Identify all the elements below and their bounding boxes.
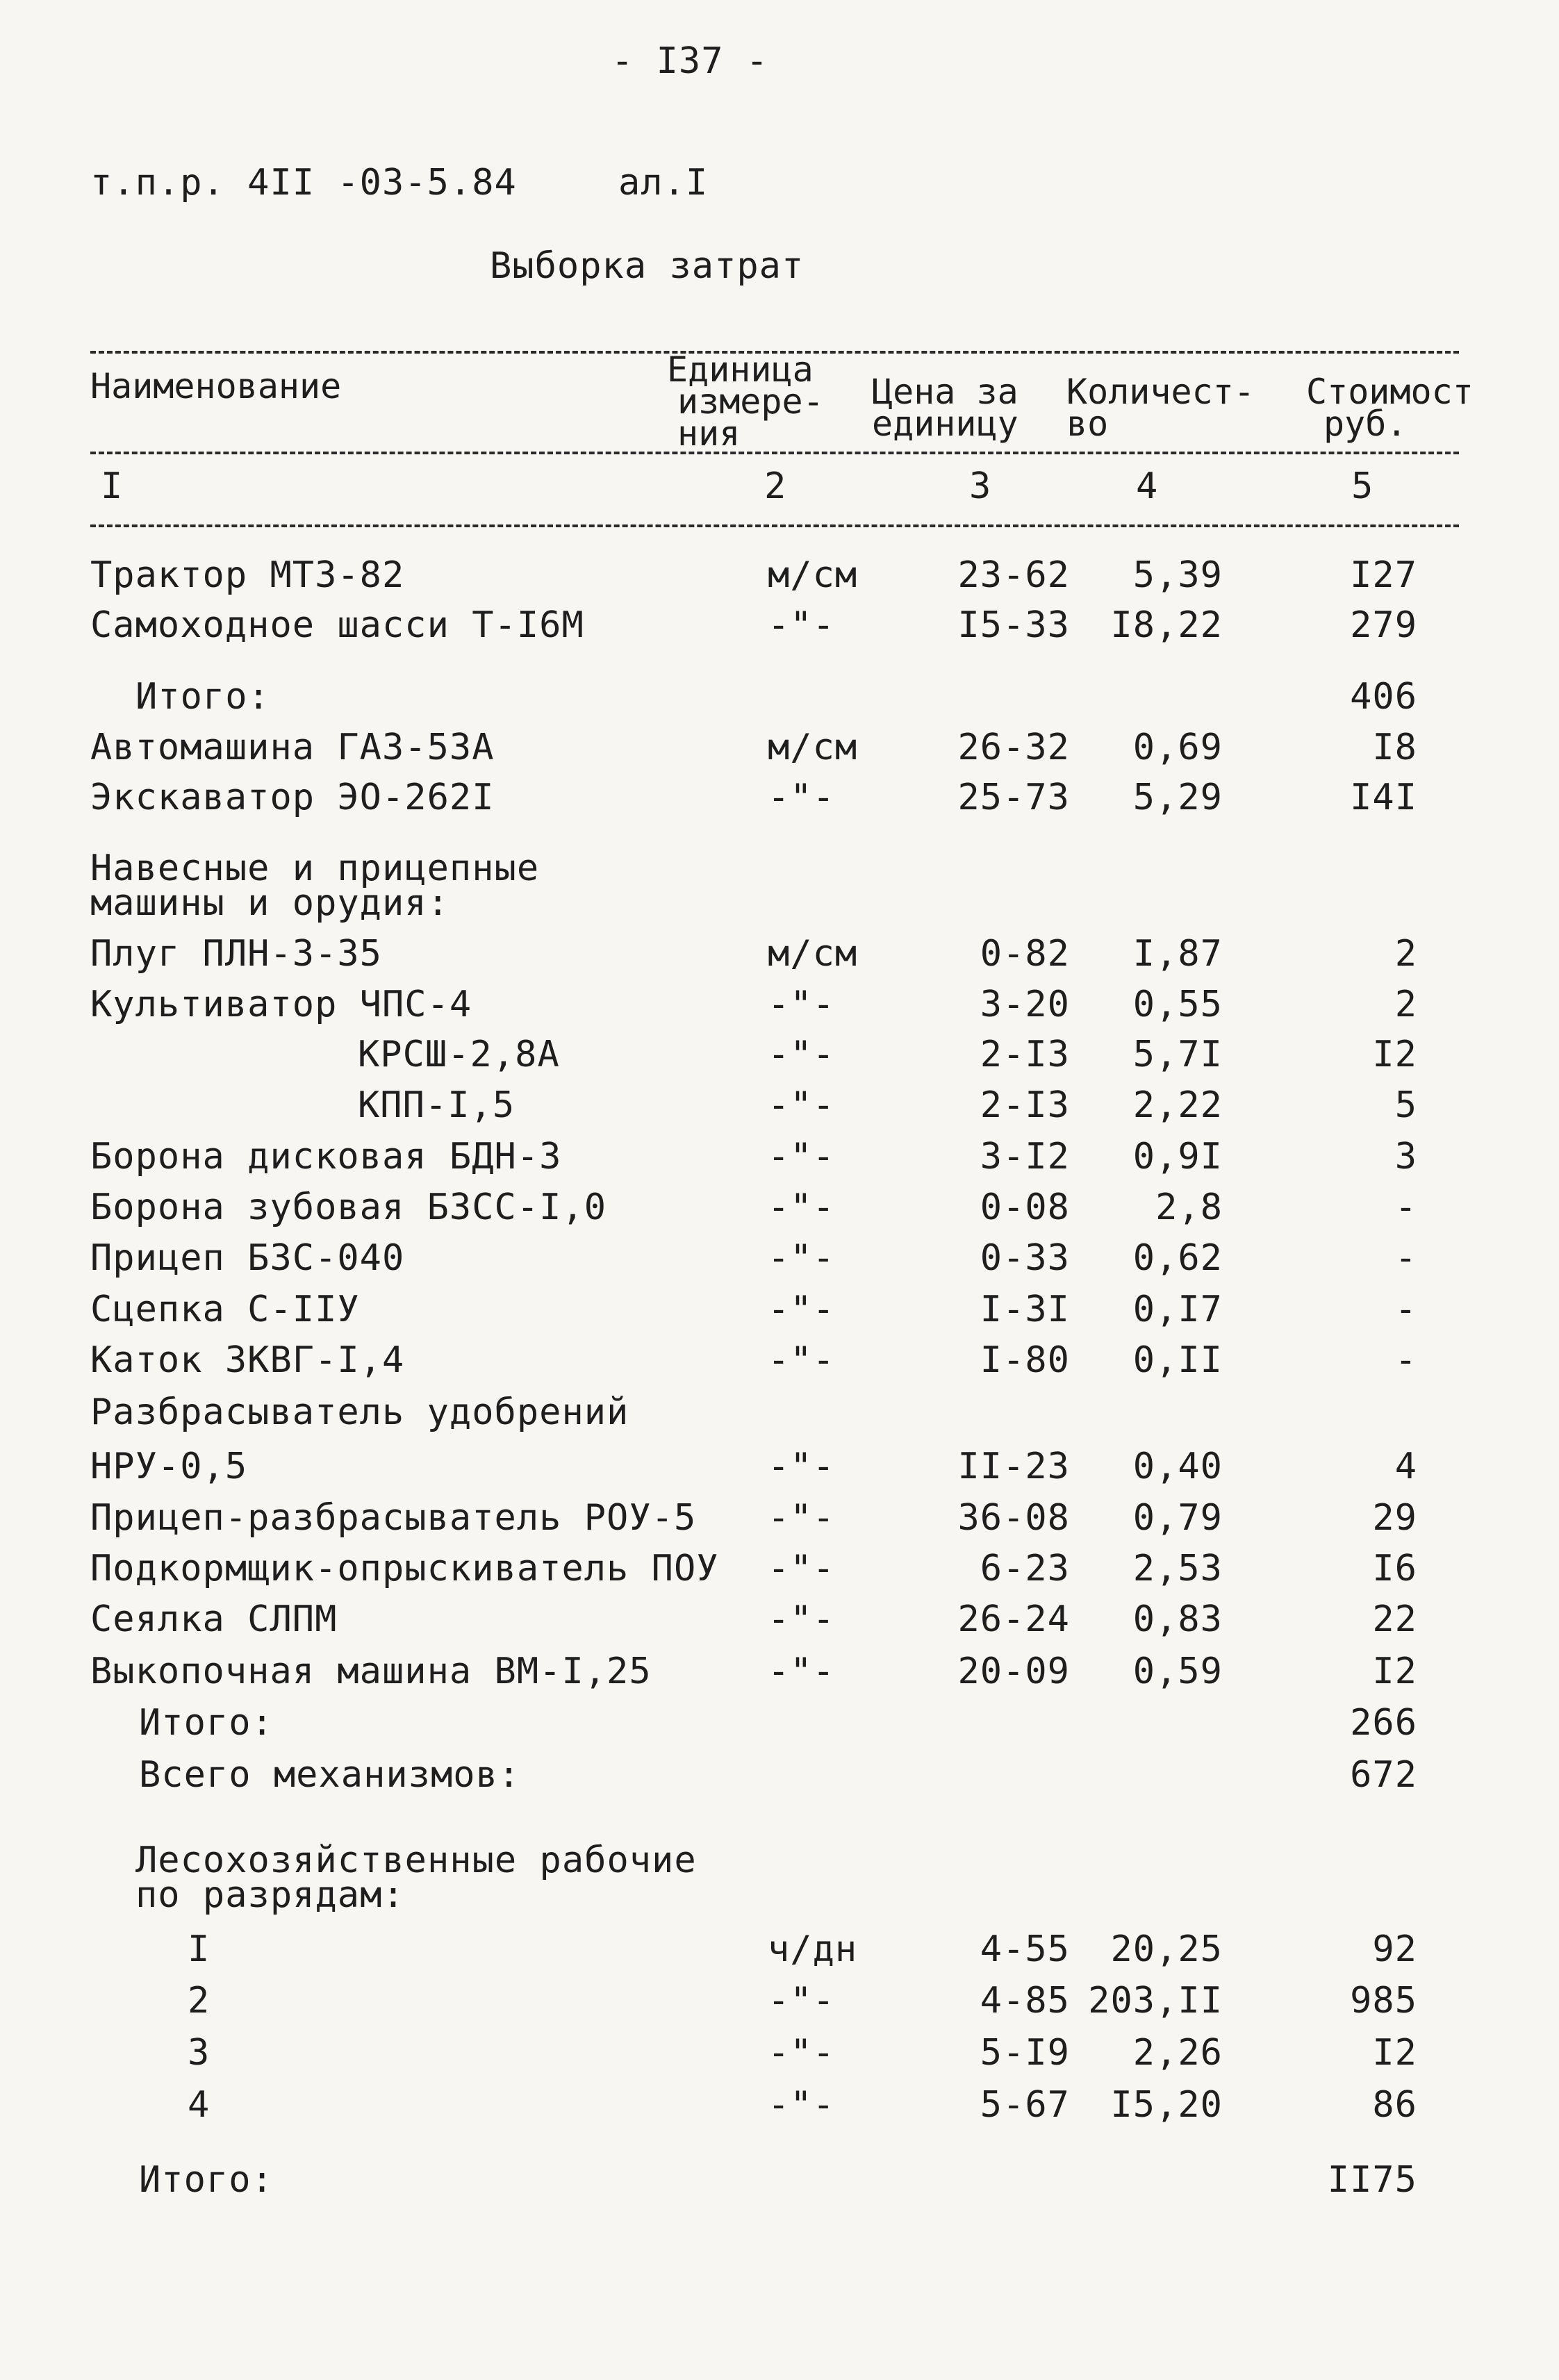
row-name: Прицеп-разбрасыватель РОУ-5 [90,1497,697,1539]
header-bottom-rule [90,524,1459,527]
header-qty-2: во [1066,404,1109,444]
row-unit: -"- [768,604,835,646]
row-unit: -"- [768,2032,835,2074]
row-qty: 0,40 [1132,1446,1223,1487]
section-heading-line2: машины и орудия: [90,882,449,924]
row-cost: 86 [1372,2084,1417,2126]
column-number-4: 4 [1136,465,1159,507]
total-mechanisms-value: 672 [1350,1754,1417,1796]
row-cost: 29 [1372,1497,1417,1539]
row-price: I-3I [980,1289,1070,1330]
row-name: Прицеп БЗС-040 [90,1237,405,1279]
row-name: Экскаватор ЭО-262I [90,777,495,818]
subtotal-label: Итого: [139,1702,274,1744]
row-qty: 203,II [1088,1980,1223,2022]
row-unit: -"- [768,1034,835,1075]
row-name: Автомашина ГАЗ-53А [90,727,495,768]
row-name: Выкопочная машина ВМ-I,25 [90,1651,652,1692]
row-price: 0-08 [980,1187,1070,1228]
row-qty: 2,26 [1132,2032,1223,2074]
row-cost: I6 [1372,1548,1417,1589]
row-qty: 0,9I [1132,1136,1223,1177]
row-name: Борона зубовая БЗСС-I,0 [90,1187,607,1228]
row-price: 2-I3 [980,1034,1070,1075]
row-qty: 0,II [1132,1339,1223,1381]
row-price: 26-32 [957,727,1070,768]
row-qty: 20,25 [1110,1928,1223,1970]
row-cost: I2 [1372,2032,1417,2074]
column-number-5: 5 [1351,465,1374,507]
row-price: 5-67 [980,2084,1070,2126]
header-price-1: Цена за [872,372,1018,412]
row-unit: -"- [768,1187,835,1228]
row-unit: -"- [768,1339,835,1381]
total-mechanisms-label: Всего механизмов: [139,1754,521,1796]
section-heading: Лесохозяйственные рабочие [135,1840,697,1881]
row-price: 36-08 [957,1497,1070,1539]
row-name: Разбрасыватель удобрений [90,1391,629,1433]
row-unit: -"- [768,1237,835,1279]
row-qty: 5,29 [1132,777,1223,818]
row-cost: I2 [1372,1034,1417,1075]
row-cost: 22 [1372,1598,1417,1640]
row-cost: - [1394,1339,1417,1381]
header-unit-1: Единица [667,349,814,390]
row-qty: 0,I7 [1132,1289,1223,1330]
row-name: НРУ-0,5 [90,1446,248,1487]
row-qty: 2,53 [1132,1548,1223,1589]
row-name: Самоходное шасси Т-I6М [90,604,584,646]
document-reference: т.п.р. 4II -03-5.84 [90,162,517,204]
row-unit: -"- [768,1980,835,2022]
row-unit: -"- [768,1289,835,1330]
row-unit: -"- [768,984,835,1025]
row-cost: 279 [1350,604,1417,646]
row-qty: 0,69 [1132,727,1223,768]
row-name: I [188,1928,211,1970]
row-qty: 0,83 [1132,1598,1223,1640]
row-price: 5-I9 [980,2032,1070,2074]
header-price-2: единицу [872,404,1018,444]
row-qty: I5,20 [1110,2084,1223,2126]
row-unit: -"- [768,1497,835,1539]
row-cost: 4 [1394,1446,1417,1487]
row-name: КРСШ-2,8А [358,1034,560,1075]
row-price: 3-20 [980,984,1070,1025]
row-name: Сеялка СЛПМ [90,1598,338,1640]
row-qty: 2,8 [1155,1187,1223,1228]
row-name: 4 [188,2084,211,2126]
row-qty: 0,55 [1132,984,1223,1025]
row-name: 3 [188,2032,211,2074]
grand-total-label: Итого: [139,2159,274,2201]
row-cost: I27 [1350,554,1417,596]
row-qty: 0,62 [1132,1237,1223,1279]
header-cost-1: Стоимост [1306,372,1474,412]
row-name: Подкормщик-опрыскиватель ПОУ [90,1548,719,1589]
header-unit-3: ния [677,413,741,454]
row-unit: -"- [768,1598,835,1640]
row-unit: -"- [768,2084,835,2126]
row-qty: 0,59 [1132,1651,1223,1692]
row-unit: м/см [768,933,858,975]
row-price: 4-85 [980,1980,1070,2022]
row-unit: -"- [768,1084,835,1126]
row-price: 20-09 [957,1651,1070,1692]
row-unit: ч/дн [768,1928,858,1970]
header-cost-2: руб. [1323,404,1408,444]
row-price: I-80 [980,1339,1070,1381]
row-unit: м/см [768,727,858,768]
grand-total-value: II75 [1327,2159,1417,2201]
row-cost: 5 [1394,1084,1417,1126]
row-price: 23-62 [957,554,1070,596]
row-cost: 985 [1350,1980,1417,2022]
row-price: 25-73 [957,777,1070,818]
column-number-2: 2 [764,465,787,507]
row-price: 3-I2 [980,1136,1070,1177]
column-number-1: I [101,465,124,507]
row-name: Борона дисковая БДН-3 [90,1136,562,1177]
row-price: 4-55 [980,1928,1070,1970]
subtotal-value: 266 [1350,1702,1417,1744]
row-unit: м/см [768,554,858,596]
page-number: - I37 - [611,40,769,82]
section-heading-line2: по разрядам: [135,1874,405,1916]
row-qty: 0,79 [1132,1497,1223,1539]
row-cost: 2 [1394,933,1417,975]
row-cost: - [1394,1187,1417,1228]
row-unit: -"- [768,1446,835,1487]
row-price: II-23 [957,1446,1070,1487]
row-cost: I8 [1372,727,1417,768]
row-price: 2-I3 [980,1084,1070,1126]
section-heading: Навесные и прицепные [90,848,540,889]
header-mid-rule [90,452,1459,454]
row-qty: 5,39 [1132,554,1223,596]
row-unit: -"- [768,1136,835,1177]
column-number-3: 3 [969,465,992,507]
row-price: 0-82 [980,933,1070,975]
row-unit: -"- [768,1651,835,1692]
row-cost: 92 [1372,1928,1417,1970]
row-cost: - [1394,1289,1417,1330]
row-qty: I8,22 [1110,604,1223,646]
row-price: 26-24 [957,1598,1070,1640]
row-name: КПП-I,5 [358,1084,515,1126]
row-name: Плуг ПЛН-3-35 [90,933,382,975]
header-qty-1: Количест- [1066,372,1255,412]
row-name: Культиватор ЧПС-4 [90,984,472,1025]
row-qty: 2,22 [1132,1084,1223,1126]
row-cost: 3 [1394,1136,1417,1177]
subtotal-label: Итого: [135,676,270,718]
header-unit-2: измере- [677,381,824,422]
row-price: I5-33 [957,604,1070,646]
row-unit: -"- [768,777,835,818]
header-name: Наименование [90,366,342,406]
document-title: Выборка затрат [490,245,805,287]
row-price: 6-23 [980,1548,1070,1589]
row-cost: I2 [1372,1651,1417,1692]
row-name: Трактор МТЗ-82 [90,554,405,596]
row-price: 0-33 [980,1237,1070,1279]
row-cost: I4I [1350,777,1417,818]
row-cost: - [1394,1237,1417,1279]
row-name: Каток ЗКВГ-I,4 [90,1339,405,1381]
sheet-label: ал.I [618,162,709,204]
row-unit: -"- [768,1548,835,1589]
row-qty: I,87 [1132,933,1223,975]
row-name: Сцепка С-IIУ [90,1289,360,1330]
row-cost: 2 [1394,984,1417,1025]
subtotal-value: 406 [1350,676,1417,718]
row-qty: 5,7I [1132,1034,1223,1075]
row-name: 2 [188,1980,211,2022]
